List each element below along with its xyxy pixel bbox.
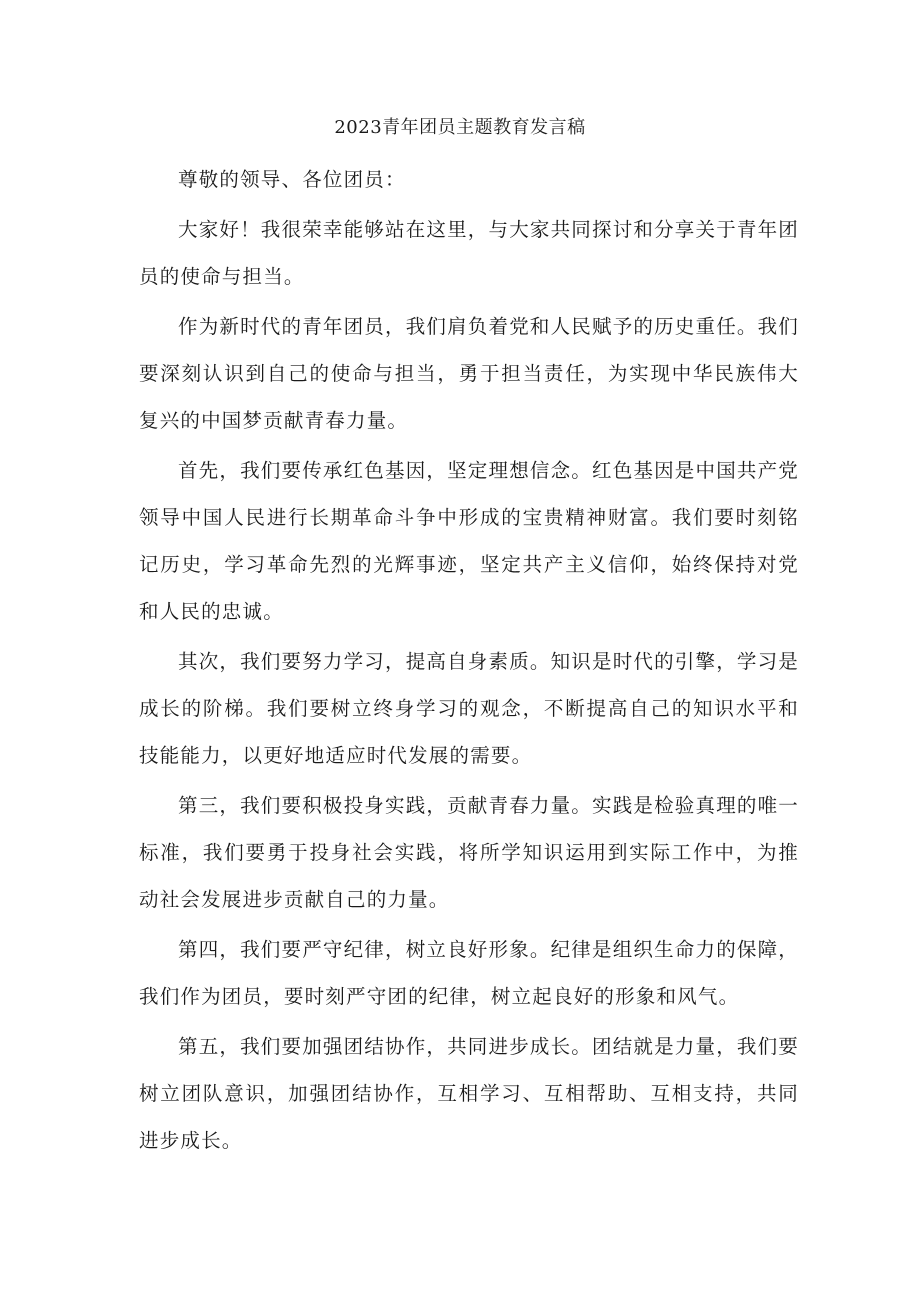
body-paragraph: 第四，我们要严守纪律，树立良好形象。纪律是组织生命力的保障，我们作为团员，要时刻严守团的纪律，树立起良好的形象和风气。: [139, 938, 800, 1008]
body-paragraph: 第三，我们要积极投身实践，贡献青春力量。实践是检验真理的唯一标准，我们要勇于投身社会实践，将所学知识运用到实际工作中，为推动社会发展进步贡献自己的力量。: [139, 794, 800, 911]
body-paragraph: 作为新时代的青年团员，我们肩负着党和人民赋予的历史重任。我们要深刻认识到自己的使命与担当，勇于担当责任，为实现中华民族伟大复兴的中国梦贡献青春力量。: [139, 315, 800, 432]
body-paragraph: 第五，我们要加强团结协作，共同进步成长。团结就是力量，我们要树立团队意识，加强团结协作，互相学习、互相帮助、互相支持，共同进步成长。: [139, 1035, 800, 1152]
document-title: 2023青年团员主题教育发言稿: [334, 117, 586, 138]
body-paragraph: 大家好！我很荣幸能够站在这里，与大家共同探讨和分享关于青年团员的使命与担当。: [139, 218, 800, 288]
document-body: [139, 156, 799, 1164]
body-paragraph: 首先，我们要传承红色基因，坚定理想信念。红色基因是中国共产党领导中国人民进行长期革命斗争中形成的宝贵精神财富。我们要时刻铭记历史，学习革命先烈的光辉事迹，坚定共产主义信仰，始终保持对党和人民的忠诚。: [139, 459, 800, 623]
body-paragraph: 其次，我们要努力学习，提高自身素质。知识是时代的引擎，学习是成长的阶梯。我们要树立终身学习的观念，不断提高自己的知识水平和技能能力，以更好地适应时代发展的需要。: [139, 650, 800, 767]
greeting-paragraph: 尊敬的领导、各位团员：: [178, 168, 406, 191]
